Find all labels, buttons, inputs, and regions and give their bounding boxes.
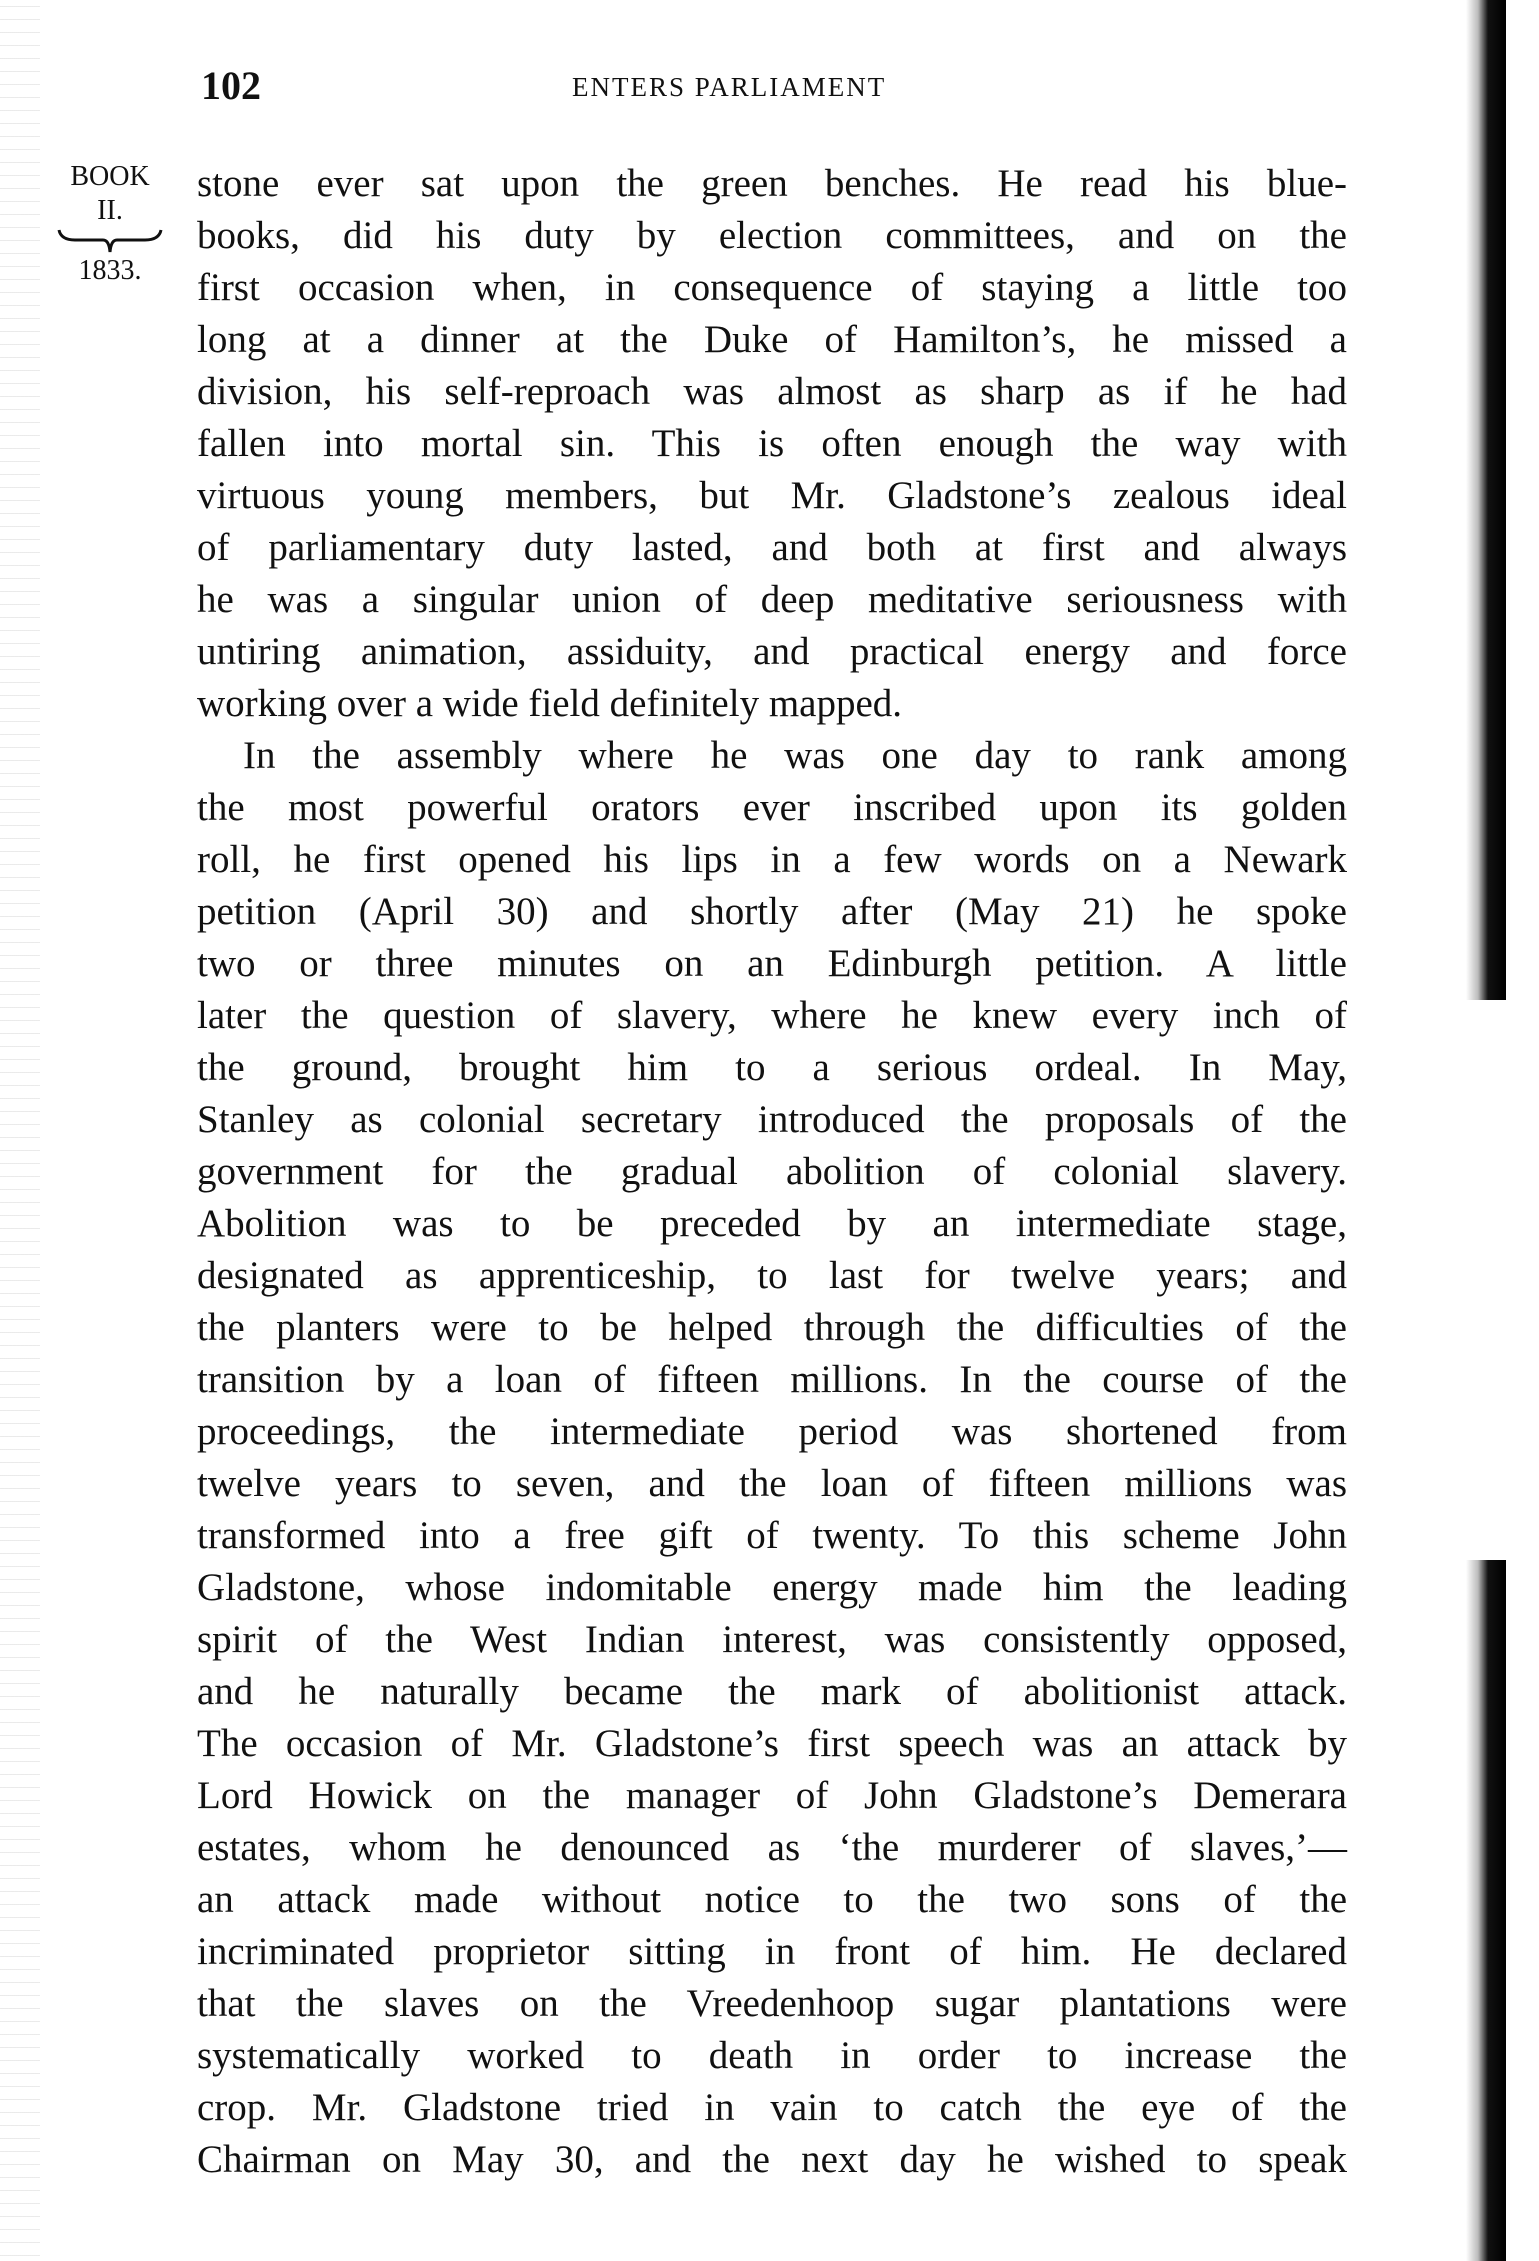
text-line: designated as apprenticeship, to last for twelve years; and bbox=[197, 1254, 1347, 1297]
text-line: twelve years to seven, and the loan of fifteen millions was bbox=[197, 1462, 1347, 1505]
scanned-page-edge-left bbox=[0, 0, 40, 2261]
text-line: untiring animation, assiduity, and practical energy and force bbox=[197, 630, 1347, 673]
text-line: The occasion of Mr. Gladstone’s first speech was an attack by bbox=[197, 1722, 1347, 1765]
margin-book-label: BOOK bbox=[70, 161, 150, 192]
page-header bbox=[197, 62, 1347, 112]
text-line: Abolition was to be preceded by an intermediate stage, bbox=[197, 1202, 1347, 1245]
text-line: working over a wide field definitely mapped. bbox=[197, 682, 903, 725]
text-line: that the slaves on the Vreedenhoop sugar plantations were bbox=[197, 1982, 1347, 2025]
text-line: Lord Howick on the manager of John Gladstone’s Demerara bbox=[197, 1774, 1347, 1817]
margin-book-number: II. bbox=[97, 195, 123, 226]
text-line: he was a singular union of deep meditative seriousness with bbox=[197, 578, 1347, 621]
text-line: of parliamentary duty lasted, and both at first and always bbox=[197, 526, 1347, 569]
text-line: government for the gradual abolition of colonial slavery. bbox=[197, 1150, 1347, 1193]
running-title: ENTERS PARLIAMENT bbox=[572, 72, 887, 102]
text-line: two or three minutes on an Edinburgh petition. A little bbox=[197, 942, 1347, 985]
text-line: crop. Mr. Gladstone tried in vain to catch the eye of the bbox=[197, 2086, 1347, 2129]
margin-year: 1833. bbox=[78, 255, 142, 286]
text-line: petition (April 30) and shortly after (May 21) he spoke bbox=[197, 890, 1347, 933]
text-line: first occasion when, in consequence of staying a little too bbox=[197, 266, 1347, 309]
text-line: fallen into mortal sin. This is often enough the way with bbox=[197, 422, 1347, 465]
text-line: roll, he first opened his lips in a few words on a Newark bbox=[197, 838, 1347, 881]
text-line: and he naturally became the mark of abolitionist attack. bbox=[197, 1670, 1347, 1713]
paragraph-start-line: In the assembly where he was one day to rank among bbox=[243, 734, 1347, 777]
text-line: the planters were to be helped through the difficulties of the bbox=[197, 1306, 1347, 1349]
text-line: virtuous young members, but Mr. Gladstone’s zealous ideal bbox=[197, 474, 1347, 517]
text-line: stone ever sat upon the green benches. He read his blue- bbox=[197, 162, 1347, 205]
brace-icon bbox=[55, 228, 165, 254]
text-line: Chairman on May 30, and the next day he wished to speak bbox=[197, 2138, 1347, 2181]
binding-shadow-gap bbox=[1466, 1000, 1539, 1560]
text-line: incriminated proprietor sitting in front of him. He declared bbox=[197, 1930, 1347, 1973]
margin-note bbox=[50, 160, 170, 288]
text-line: transition by a loan of fifteen millions. In the course of the bbox=[197, 1358, 1347, 1401]
text-line: the most powerful orators ever inscribed upon its golden bbox=[197, 786, 1347, 829]
text-line: later the question of slavery, where he knew every inch of bbox=[197, 994, 1347, 1037]
text-line: the ground, brought him to a serious ordeal. In May, bbox=[197, 1046, 1347, 1089]
text-line: division, his self-reproach was almost as sharp as if he had bbox=[197, 370, 1347, 413]
text-line: books, did his duty by election committees, and on the bbox=[197, 214, 1347, 257]
text-line: proceedings, the intermediate period was shortened from bbox=[197, 1410, 1347, 1453]
text-line: estates, whom he denounced as ‘the murderer of slaves,’— bbox=[197, 1826, 1347, 1869]
text-line: an attack made without notice to the two sons of the bbox=[197, 1878, 1347, 1921]
text-line: long at a dinner at the Duke of Hamilton’s, he missed a bbox=[197, 318, 1347, 361]
text-line: spirit of the West Indian interest, was consistently opposed, bbox=[197, 1618, 1347, 1661]
page-number: 102 bbox=[201, 63, 261, 108]
text-line: Stanley as colonial secretary introduced the proposals of the bbox=[197, 1098, 1347, 1141]
text-line: systematically worked to death in order to increase the bbox=[197, 2034, 1347, 2077]
text-line: transformed into a free gift of twenty. To this scheme John bbox=[197, 1514, 1347, 1557]
body-text bbox=[197, 158, 1347, 2186]
text-line: Gladstone, whose indomitable energy made him the leading bbox=[197, 1566, 1347, 1609]
